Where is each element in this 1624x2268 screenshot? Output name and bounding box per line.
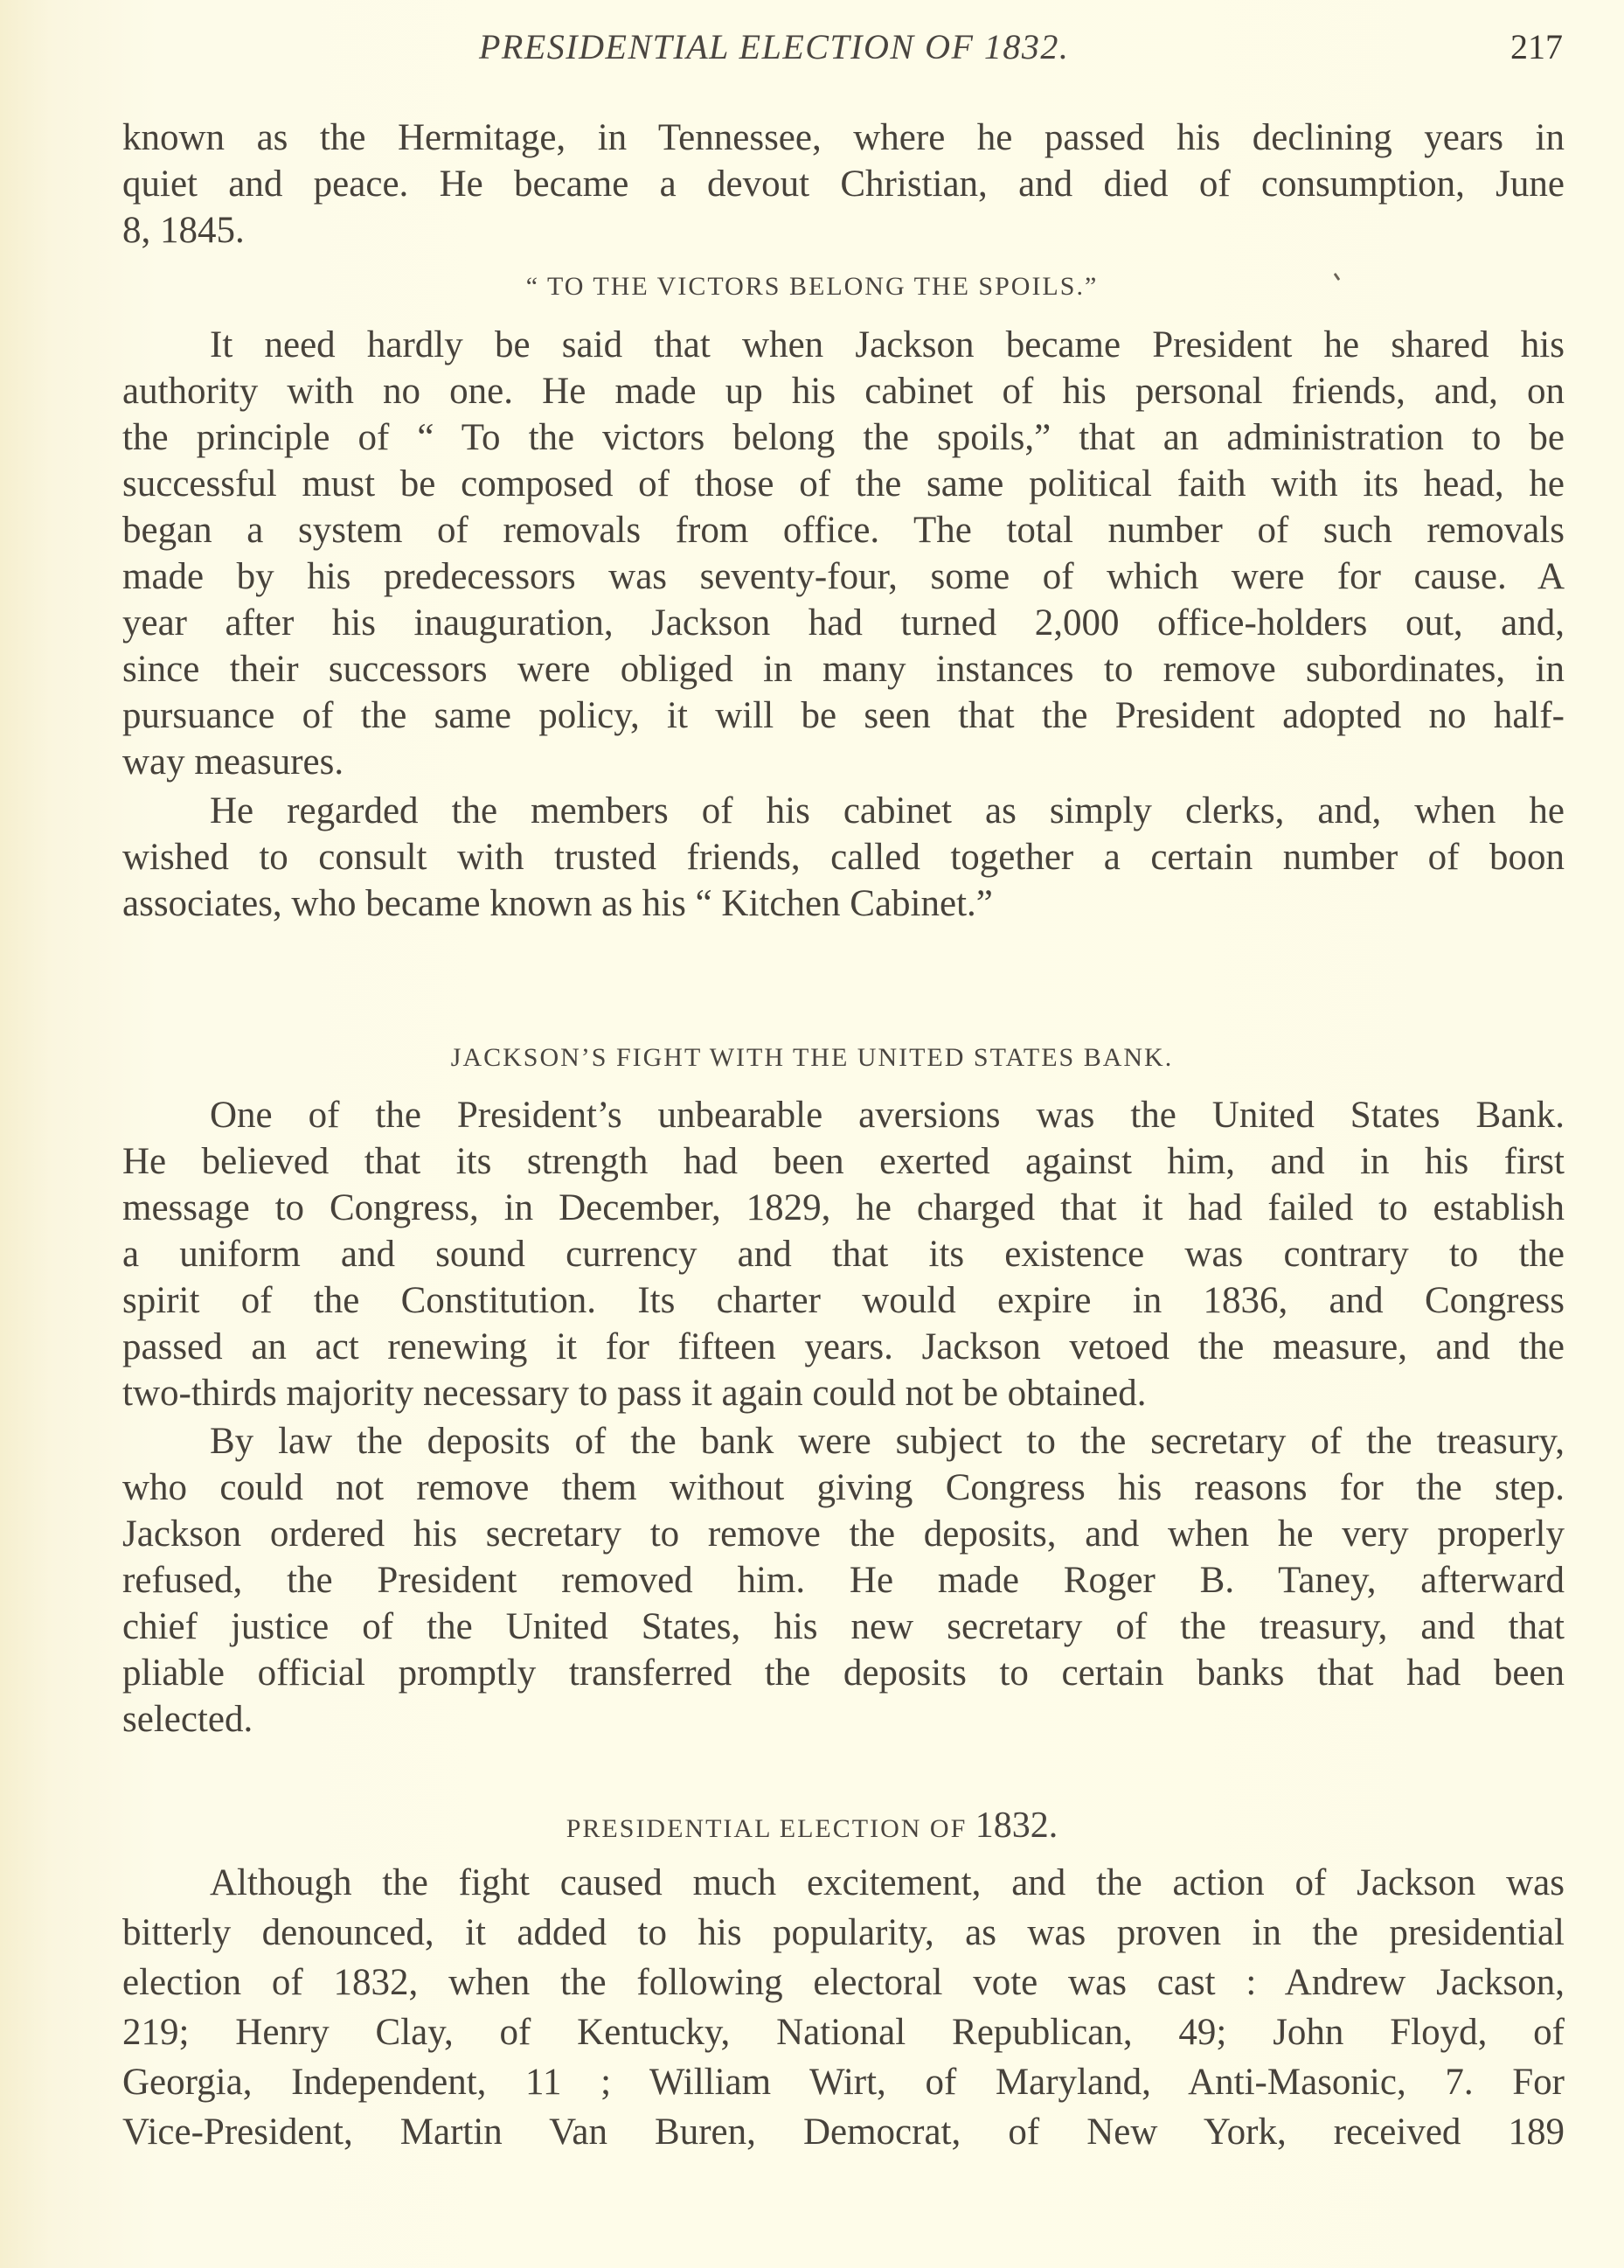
- text-line: associates, who became known as his “ Kitchen Cabinet.”: [122, 883, 993, 924]
- text-line: pliable official promptly transferred the deposits to certain banks that had been: [122, 1652, 1565, 1694]
- text-line: passed an act renewing it for fifteen years. Jackson vetoed the measure, and the: [122, 1326, 1565, 1367]
- text-line: since their successors were obliged in many instances to remove subordinates, in: [122, 649, 1565, 690]
- text-line: By law the deposits of the bank were subject to the secretary of the treasury,: [210, 1421, 1565, 1462]
- page-number: 217: [1510, 27, 1563, 66]
- text-line: 8, 1845.: [122, 210, 245, 251]
- text-line: Georgia, Independent, 11 ; William Wirt, of Maryland, Anti-Masonic, 7. For: [122, 2062, 1565, 2103]
- section-heading-spoils: “ TO THE VICTORS BELONG THE SPOILS.”: [525, 272, 1099, 301]
- text-line: two-thirds majority necessary to pass it again could not be obtained.: [122, 1373, 1147, 1414]
- text-line: pursuance of the same policy, it will be seen that the President adopted no half-: [122, 695, 1565, 736]
- text-line: He regarded the members of his cabinet as simply clerks, and, when he: [210, 790, 1565, 831]
- section-heading-election-text: PRESIDENTIAL ELECTION OF: [566, 1814, 968, 1843]
- text-line: year after his inauguration, Jackson had turned 2,000 office-holders out, and,: [122, 602, 1565, 644]
- text-line: wished to consult with trusted friends, called together a certain number of boon: [122, 837, 1565, 878]
- text-line: authority with no one. He made up his cabinet of his personal friends, and, on: [122, 371, 1565, 412]
- text-line: 219; Henry Clay, of Kentucky, National Republican, 49; John Floyd, of: [122, 2012, 1565, 2053]
- text-line: a uniform and sound currency and that its existence was contrary to the: [122, 1234, 1565, 1275]
- section-heading-election: [0, 1805, 1624, 1847]
- text-line: It need hardly be said that when Jackson became President he shared his: [210, 324, 1565, 365]
- text-line: who could not remove them without giving Congress his reasons for the step.: [122, 1467, 1565, 1508]
- text-line: bitterly denounced, it added to his popularity, as was proven in the presidential: [122, 1912, 1565, 1953]
- text-line: known as the Hermitage, in Tennessee, where he passed his declining years in: [122, 117, 1565, 158]
- text-line: Although the fight caused much excitement, and the action of Jackson was: [210, 1862, 1565, 1903]
- text-line: election of 1832, when the following electoral vote was cast : Andrew Jackson,: [122, 1962, 1565, 2003]
- text-line: the principle of “ To the victors belong the spoils,” that an administration to be: [122, 417, 1565, 458]
- section-heading-election-year: 1832.: [975, 1805, 1058, 1846]
- text-line: made by his predecessors was seventy-four, some of which were for cause. A: [122, 556, 1565, 597]
- text-line: refused, the President removed him. He made Roger B. Taney, afterward: [122, 1560, 1565, 1601]
- section-heading-bank: JACKSON’S FIGHT WITH THE UNITED STATES BANK.: [450, 1043, 1174, 1072]
- text-line: successful must be composed of those of the same political faith with its head, he: [122, 463, 1565, 504]
- text-line: chief justice of the United States, his new secretary of the treasury, and that: [122, 1606, 1565, 1647]
- text-line: He believed that its strength had been exerted against him, and in his first: [122, 1141, 1565, 1182]
- running-head-title: PRESIDENTIAL ELECTION OF 1832.: [479, 27, 1070, 66]
- text-line: message to Congress, in December, 1829, he charged that it had failed to establish: [122, 1187, 1565, 1228]
- text-line: Jackson ordered his secretary to remove the deposits, and when he very properly: [122, 1513, 1565, 1555]
- text-line: began a system of removals from office. The total number of such removals: [122, 510, 1565, 551]
- text-line: Vice-President, Martin Van Buren, Democrat, of New York, received 189: [122, 2111, 1565, 2153]
- text-line: selected.: [122, 1699, 253, 1740]
- text-line: One of the President’s unbearable aversions was the United States Bank.: [210, 1095, 1565, 1136]
- text-line: quiet and peace. He became a devout Christian, and died of consumption, June: [122, 163, 1565, 205]
- text-line: way measures.: [122, 741, 344, 783]
- text-line: spirit of the Constitution. Its charter would expire in 1836, and Congress: [122, 1280, 1565, 1321]
